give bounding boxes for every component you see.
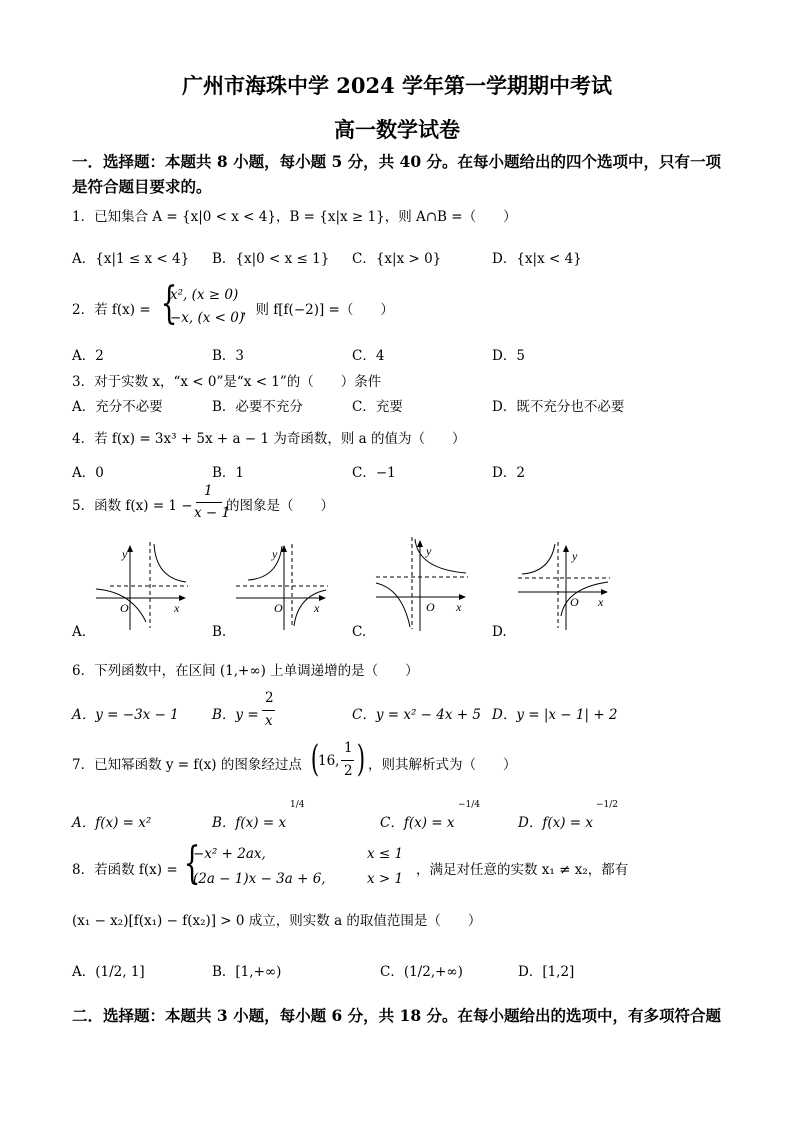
q3-option-a: A．充分不必要 <box>72 399 163 415</box>
q7-option-c-base: C．f(x) = x <box>380 815 455 831</box>
q7-option-b-base: B．f(x) = x <box>212 815 287 831</box>
section1-heading-line2: 是符合题目要求的。 <box>72 177 212 196</box>
section1-heading-line1: 一．选择题：本题共 8 小题，每小题 5 分，共 40 分。在每小题给出的四个选项中，只有一项 <box>72 152 722 171</box>
q2-case-1: x², (x ≥ 0) <box>170 287 239 303</box>
q8-case-1-cond: x ≤ 1 <box>367 846 404 862</box>
q5-graph-a <box>92 540 192 635</box>
q5a-x-label: x <box>174 601 180 615</box>
q6-option-d: D．y = |x − 1| + 2 <box>492 707 618 723</box>
q7-option-d-base: D．f(x) = x <box>518 815 593 831</box>
q3-option-c: C．充要 <box>352 399 403 415</box>
q3-stem: 3．对于实数 x，“x < 0”是“x < 1”的（ ）条件 <box>72 374 382 390</box>
q8-case-1: −x² + 2ax, <box>193 846 266 862</box>
q8-option-a: A．(1/2, 1] <box>72 964 145 980</box>
q6-option-a: A．y = −3x − 1 <box>72 707 179 723</box>
q7-option-c-exp: −1/4 <box>458 800 481 810</box>
q8-stem-suffix: ，满足对任意的实数 x₁ ≠ x₂，都有 <box>416 862 629 878</box>
q4-stem: 4．若 f(x) = 3x³ + 5x + a − 1 为奇函数，则 a 的值为（ ） <box>72 431 466 447</box>
q7-stem-suffix: ，则其解析式为（ ） <box>368 757 517 773</box>
q8-stem-line2: (x₁ − x₂)[f(x₁) − f(x₂)] > 0 成立，则实数 a 的取值范围是（ ） <box>72 913 482 929</box>
q6-stem: 6．下列函数中，在区间 (1,+∞) 上单调递增的是（ ） <box>72 663 419 679</box>
q5b-y-label: y <box>272 547 278 561</box>
q1-stem: 1．已知集合 A = {x|0 < x < 4}，B = {x|x ≥ 1}，则 A∩B =（ ） <box>72 209 517 225</box>
q5d-x-label: x <box>598 595 604 609</box>
q2-stem-suffix: ，则 f[f(−2)] =（ ） <box>242 302 394 318</box>
q5a-y-label: y <box>122 547 128 561</box>
q5-option-d: D. <box>492 624 507 640</box>
q4-option-c: C．−1 <box>352 465 396 481</box>
q7-point-a: 16, <box>318 753 340 769</box>
q6-option-b-bar <box>262 710 275 711</box>
q5-stem-prefix: 5．函数 f(x) = 1 − <box>72 498 193 514</box>
q5-fraction-bar <box>196 502 222 503</box>
q7-option-a: A．f(x) = x² <box>72 815 152 831</box>
q8-case-2-cond: x > 1 <box>367 871 404 887</box>
q6-option-b-num: 2 <box>265 690 274 706</box>
q7-point-close-paren: ) <box>356 739 366 780</box>
exam-title: 广州市海珠中学 2024 学年第一学期期中考试 <box>181 73 613 98</box>
q8-stem-prefix: 8．若函数 f(x) = <box>72 862 178 878</box>
q5d-y-label: y <box>572 549 578 563</box>
q5-graph-c <box>372 535 472 635</box>
q7-option-b-exp: 1/4 <box>290 800 305 810</box>
q3-option-b: B．必要不充分 <box>212 399 303 415</box>
q5b-x-label: x <box>314 601 320 615</box>
q4-option-d: D．2 <box>492 465 525 481</box>
q1-option-d: D．{x|x < 4} <box>492 251 582 267</box>
q2-brace: { <box>160 278 178 329</box>
q4-option-b: B．1 <box>212 465 245 481</box>
q5c-x-label: x <box>456 600 462 614</box>
q7-stem-prefix: 7．已知幂函数 y = f(x) 的图象经过点 <box>72 757 302 773</box>
q2-option-a: A．2 <box>72 348 104 364</box>
q2-option-c: C．4 <box>352 348 385 364</box>
q5-option-c: C. <box>352 624 367 640</box>
q8-brace: { <box>183 838 201 889</box>
section2-heading-line1: 二．选择题：本题共 3 小题，每小题 6 分，共 18 分。在每小题给出的选项中，有多项符合题 <box>72 1006 722 1025</box>
q8-option-d: D．[1,2] <box>518 964 575 980</box>
q5d-origin-label: O <box>570 595 579 609</box>
q4-option-a: A．0 <box>72 465 104 481</box>
q5-fraction-den: x − 1 <box>194 505 231 521</box>
q1-option-c: C．{x|x > 0} <box>352 251 442 267</box>
q2-option-b: B．3 <box>212 348 245 364</box>
q2-stem-prefix: 2．若 f(x) = <box>72 302 151 318</box>
q5c-y-label: y <box>426 544 432 558</box>
q5-graph-b <box>232 540 332 635</box>
q5b-origin-label: O <box>274 601 283 615</box>
q7-option-d-exp: −1/2 <box>596 800 619 810</box>
q1-option-b: B．{x|0 < x ≤ 1} <box>212 251 330 267</box>
q5-graph-d <box>514 540 614 635</box>
q5-fraction-num: 1 <box>204 483 213 499</box>
q6-option-c: C．y = x² − 4x + 5 <box>352 707 481 723</box>
q8-option-c: C．(1/2,+∞) <box>380 964 463 980</box>
q5-option-b: B. <box>212 624 227 640</box>
q5-option-a: A. <box>72 624 87 640</box>
q2-case-2: −x, (x < 0) <box>170 310 245 326</box>
q6-option-b-prefix: B．y = <box>212 707 259 723</box>
q7-point-den: 2 <box>344 763 353 779</box>
q2-option-d: D．5 <box>492 348 525 364</box>
q7-point-num: 1 <box>344 740 353 756</box>
q5a-origin-label: O <box>120 601 129 615</box>
q8-option-b: B．[1,+∞) <box>212 964 282 980</box>
q5c-origin-label: O <box>426 600 435 614</box>
q3-option-d: D．既不充分也不必要 <box>492 399 625 415</box>
q7-point-open-paren: ( <box>310 739 320 780</box>
q1-option-a: A．{x|1 ≤ x < 4} <box>72 251 190 267</box>
q7-point-bar <box>341 760 354 761</box>
q8-case-2: (2a − 1)x − 3a + 6, <box>193 871 326 887</box>
q6-option-b-den: x <box>265 713 273 729</box>
q5-stem-suffix: 的图象是（ ） <box>226 498 334 514</box>
exam-subtitle: 高一数学试卷 <box>334 117 460 142</box>
